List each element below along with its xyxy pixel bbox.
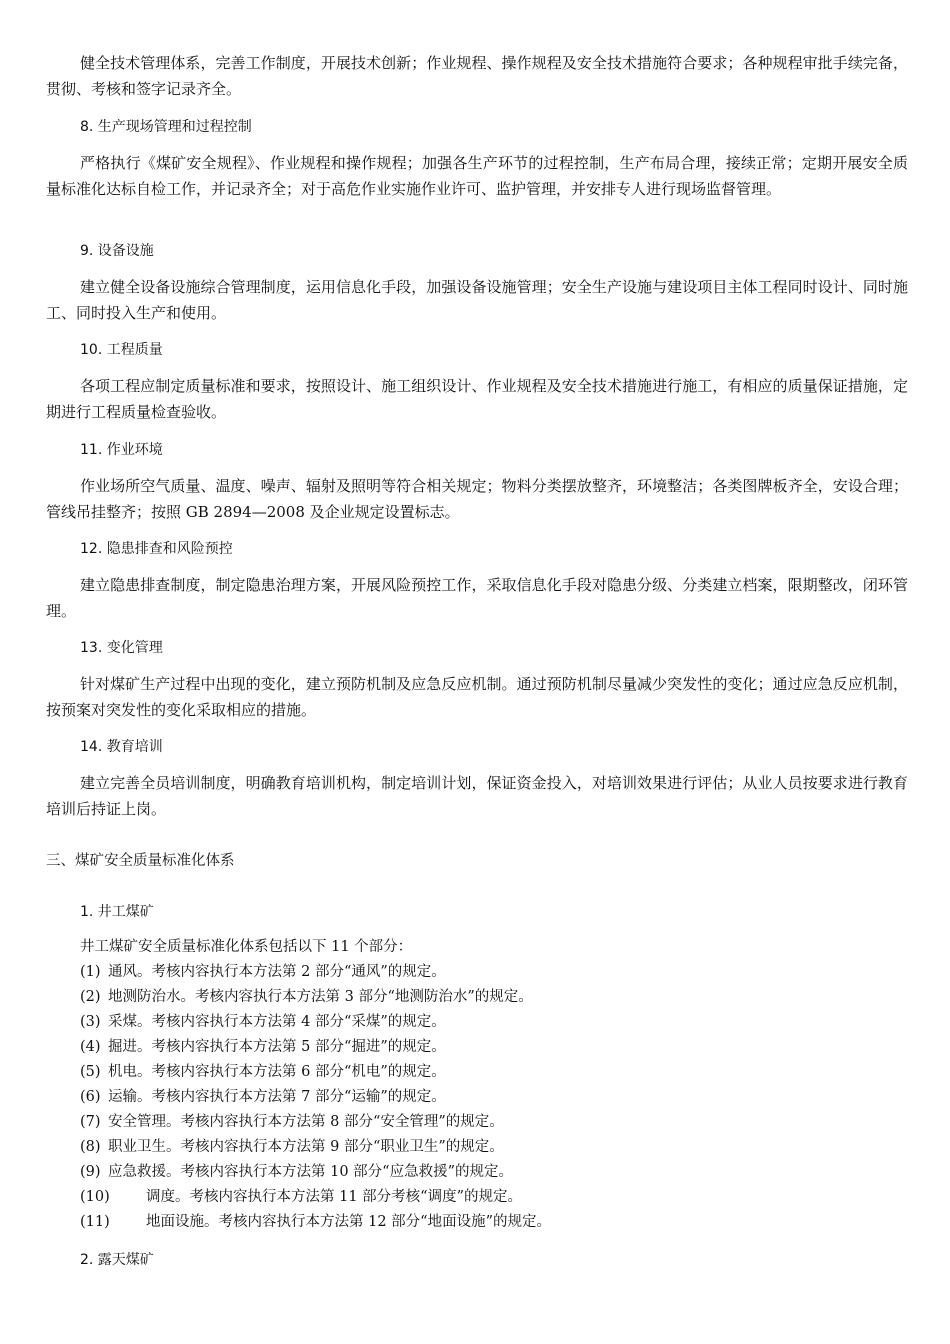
list-item-number: (1)	[80, 964, 101, 980]
list-item-number: (2)	[80, 989, 101, 1005]
heading-13: 13. 变化管理	[80, 640, 163, 656]
heading-9: 9. 设备设施	[80, 243, 154, 259]
list-item-text: 调度。考核内容执行本方法第 11 部分考核“调度”的规定。	[146, 1189, 522, 1205]
list-item	[80, 1112, 504, 1132]
list-intro: 井工煤矿安全质量标准化体系包括以下 11 个部分：	[80, 939, 413, 955]
paragraph-text: 各项工程应制定质量标准和要求，按照设计、施工组织设计、作业规程及安全技术措施进行施工，有相应的质量保证措施，定期进行工程质量检查验收。	[46, 377, 908, 421]
paragraph-text: 作业场所空气质量、温度、噪声、辐射及照明等符合相关规定；物料分类摆放整齐，环境整洁；各类图牌板齐全，安设合理；管线吊挂整齐；按照 GB 2894—2008 及企业规定设置标志。	[46, 477, 908, 521]
list-item	[80, 1062, 446, 1082]
paragraph-12	[46, 572, 908, 624]
heading-8: 8. 生产现场管理和过程控制	[80, 119, 252, 135]
paragraph-8	[46, 150, 908, 202]
list-item-number: (8)	[80, 1139, 101, 1155]
subheading-underground-mine: 1. 井工煤矿	[80, 904, 154, 920]
list-item-text: 机电。考核内容执行本方法第 6 部分“机电”的规定。	[108, 1064, 446, 1080]
list-item-text: 掘进。考核内容执行本方法第 5 部分“掘进”的规定。	[108, 1039, 446, 1055]
list-item	[80, 1187, 522, 1207]
list-item-text: 职业卫生。考核内容执行本方法第 9 部分“职业卫生”的规定。	[108, 1139, 504, 1155]
list-item-number: (4)	[80, 1039, 101, 1055]
paragraph-13	[46, 671, 908, 723]
list-item-text: 通风。考核内容执行本方法第 2 部分“通风”的规定。	[108, 964, 446, 980]
paragraph-text: 针对煤矿生产过程中出现的变化，建立预防机制及应急反应机制。通过预防机制尽量减少突发性的变化；通过应急反应机制，按预案对突发性的变化采取相应的措施。	[46, 675, 908, 719]
paragraph-text: 建立完善全员培训制度，明确教育培训机构，制定培训计划，保证资金投入，对培训效果进行评估；从业人员按要求进行教育培训后持证上岗。	[46, 774, 908, 818]
list-item-text: 地面设施。考核内容执行本方法第 12 部分“地面设施”的规定。	[146, 1214, 551, 1230]
heading-10: 10. 工程质量	[80, 342, 163, 358]
list-item-number: (9)	[80, 1164, 101, 1180]
paragraph-text: 建立健全设备设施综合管理制度，运用信息化手段，加强设备设施管理；安全生产设施与建设项目主体工程同时设计、同时施工、同时投入生产和使用。	[46, 278, 908, 322]
section-title: 三、煤矿安全质量标准化体系	[46, 853, 235, 869]
paragraph-text: 建立隐患排查制度，制定隐患治理方案，开展风险预控工作，采取信息化手段对隐患分级、分类建立档案，限期整改，闭环管理。	[46, 576, 908, 620]
list-item-text: 安全管理。考核内容执行本方法第 8 部分“安全管理”的规定。	[108, 1114, 504, 1130]
list-item	[80, 987, 533, 1007]
list-item-number: (6)	[80, 1089, 101, 1105]
heading-14: 14. 教育培训	[80, 739, 163, 755]
list-item	[80, 1212, 551, 1232]
list-item	[80, 1037, 446, 1057]
paragraph-tech-management	[46, 50, 908, 102]
heading-11: 11. 作业环境	[80, 442, 163, 458]
list-item-text: 采煤。考核内容执行本方法第 4 部分“采煤”的规定。	[108, 1014, 446, 1030]
list-item-number: (10)	[80, 1189, 110, 1205]
list-item-text: 运输。考核内容执行本方法第 7 部分“运输”的规定。	[108, 1089, 446, 1105]
list-item	[80, 1087, 446, 1107]
subheading-open-pit-mine: 2. 露天煤矿	[80, 1252, 154, 1268]
paragraph-14	[46, 770, 908, 822]
list-item-number: (7)	[80, 1114, 101, 1130]
list-item-text: 应急救援。考核内容执行本方法第 10 部分“应急救援”的规定。	[108, 1164, 513, 1180]
paragraph-text: 健全技术管理体系，完善工作制度，开展技术创新；作业规程、操作规程及安全技术措施符合要求；各种规程审批手续完备，贯彻、考核和签字记录齐全。	[46, 54, 908, 98]
list-item	[80, 1137, 504, 1157]
list-item	[80, 1012, 446, 1032]
paragraph-11	[46, 473, 908, 525]
list-item	[80, 1162, 513, 1182]
paragraph-text: 严格执行《煤矿安全规程》、作业规程和操作规程；加强各生产环节的过程控制，生产布局合理，接续正常；定期开展安全质量标准化达标自检工作，并记录齐全；对于高危作业实施作业许可、监护管理，并安排专人进行现场监督管理。	[46, 154, 908, 198]
list-item	[80, 962, 446, 982]
list-item-number: (3)	[80, 1014, 101, 1030]
list-item-text: 地测防治水。考核内容执行本方法第 3 部分“地测防治水”的规定。	[108, 989, 533, 1005]
list-item-number: (11)	[80, 1214, 110, 1230]
paragraph-10	[46, 373, 908, 425]
list-item-number: (5)	[80, 1064, 101, 1080]
paragraph-9	[46, 274, 908, 326]
heading-12: 12. 隐患排查和风险预控	[80, 541, 233, 557]
